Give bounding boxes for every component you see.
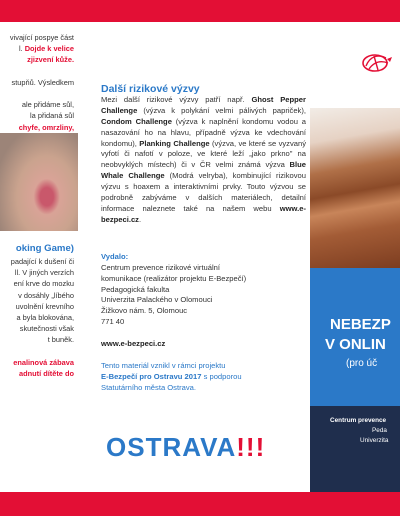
text-run: vivající pospye část xyxy=(9,33,74,42)
challenge-name: Blue Whale Challenge xyxy=(101,160,306,181)
address-line: Žižkovo nám. 5, Olomouc xyxy=(101,306,188,316)
text-run: uvolnění krevního xyxy=(15,301,74,311)
text-run: (výzva, ve které se vyzvaný vyfotí či nafotí v poloze, ve které leží „jako prkno" na neobvyklých místech) či v ČR velmi známá výzva xyxy=(101,138,307,170)
website-link[interactable]: www.e-bezpeci.cz xyxy=(101,339,166,349)
cinnamon-spice-photo xyxy=(310,108,400,268)
text-line xyxy=(0,368,78,379)
text-run: (výzva k polykání velmi pálivých papriček), xyxy=(137,105,306,115)
address-line: 771 40 xyxy=(101,317,125,327)
left-text-bottom xyxy=(0,256,78,379)
text-line xyxy=(0,346,78,357)
left-section-heading: oking Game) xyxy=(15,242,74,254)
challenge-name: www.e-bezpeci.cz xyxy=(101,203,306,224)
text-run: stupňů. Výsledkem xyxy=(11,77,74,87)
ostrava-logo-text: OSTRAVA!!! xyxy=(106,432,266,462)
text-run: t buněk. xyxy=(47,335,74,345)
left-text-top xyxy=(0,32,78,133)
text-run: ení krve do mozku xyxy=(13,279,74,289)
text-line xyxy=(0,77,78,88)
address-line: Univerzita Palackého v Olomouci xyxy=(101,295,213,305)
text-line xyxy=(0,357,78,368)
text-line xyxy=(0,323,78,334)
project-line xyxy=(101,372,306,383)
text-run: . xyxy=(138,214,142,224)
text-run: Statutárního města Ostrava. xyxy=(101,382,196,392)
section-heading-other-challenges: Další rizikové výzvy xyxy=(101,83,200,95)
text-line xyxy=(0,54,78,65)
cover-title-line1: NEBEZP xyxy=(330,316,391,333)
text-line xyxy=(0,256,78,267)
text-run: l. xyxy=(18,44,25,54)
address-line: Pedagogická fakulta xyxy=(101,284,170,294)
challenges-paragraph xyxy=(101,95,306,226)
e-bezpeci-logo-icon xyxy=(360,50,394,76)
text-line xyxy=(0,43,78,54)
cover-footer-panel xyxy=(310,406,400,492)
text-run: la přidaná sůl xyxy=(30,111,74,121)
text-run: v dosáhly „líbého xyxy=(18,290,74,300)
text-run: E-Bezpečí pro Ostravu 2017 xyxy=(101,371,202,381)
text-run: chyfe, omrzliny, xyxy=(18,122,74,132)
top-red-band xyxy=(0,0,400,22)
challenge-name: Planking Challenge xyxy=(139,138,210,148)
text-line xyxy=(0,99,78,110)
text-run: Dojde k velice xyxy=(24,44,74,54)
challenge-name: Condom Challenge xyxy=(101,116,172,126)
text-run: ll. V jiných verzích xyxy=(14,268,74,278)
project-line xyxy=(101,361,306,372)
cover-title-line2: V ONLIN xyxy=(325,336,386,353)
text-line xyxy=(0,312,78,323)
skin-wound-photo xyxy=(0,133,78,231)
text-run: (Modrá velryba), kombinující rizikovou výzvu s hoaxem a interaktivními prvky. Touto výzvou se podrobně zabýváme v dalších materiálech, detailní informace naleznete také na našem webu xyxy=(101,171,307,213)
text-line xyxy=(0,122,78,133)
text-run: s podporou xyxy=(201,371,242,381)
cover-title-panel xyxy=(310,268,400,406)
text-run: a byla blokována, xyxy=(16,313,74,323)
text-line xyxy=(0,32,78,43)
publisher-label: Vydalo: xyxy=(101,251,129,261)
project-note xyxy=(101,361,306,394)
cover-subtitle: (pro úč xyxy=(346,358,378,369)
address-line: Centrum prevence rizikové virtuální xyxy=(101,262,221,272)
text-run: Tento materiál vznikl v rámci projektu xyxy=(101,361,226,371)
text-run: adnutí dítěte do xyxy=(18,369,74,379)
address-line: komunikace (realizátor projektu E-Bezpečí) xyxy=(101,273,247,283)
text-line xyxy=(0,88,78,99)
challenge-name: Ghost Pepper Challenge xyxy=(101,94,306,115)
text-run: padající k dušení či xyxy=(10,257,74,267)
footer-line-1: Centrum prevence xyxy=(330,417,387,424)
footer-line-2: Peda xyxy=(372,427,387,434)
bottom-red-band xyxy=(0,492,400,516)
text-run: enalinová zábava xyxy=(13,357,74,367)
middle-column xyxy=(101,84,306,394)
left-column xyxy=(0,32,78,492)
footer-line-3: Univerzita xyxy=(360,437,389,444)
text-run: skutečnosti však xyxy=(19,324,74,334)
text-line xyxy=(0,267,78,278)
text-line xyxy=(0,290,78,301)
publisher-address xyxy=(101,263,306,328)
text-line xyxy=(0,110,78,121)
text-run: (výzva k naplnění kondomu vodou a nasazování ho na hlavu, případně výzva ke vdechování kondomu), xyxy=(101,116,306,148)
text-line xyxy=(0,301,78,312)
project-line xyxy=(101,383,306,394)
text-line xyxy=(0,278,78,289)
text-line xyxy=(0,334,78,345)
text-line xyxy=(0,66,78,77)
text-run: ale přidáme sůl, xyxy=(21,100,74,110)
text-run: zjizvení kůže. xyxy=(27,55,74,65)
text-run: Mezi další rizikové výzvy patří např. xyxy=(101,94,252,104)
